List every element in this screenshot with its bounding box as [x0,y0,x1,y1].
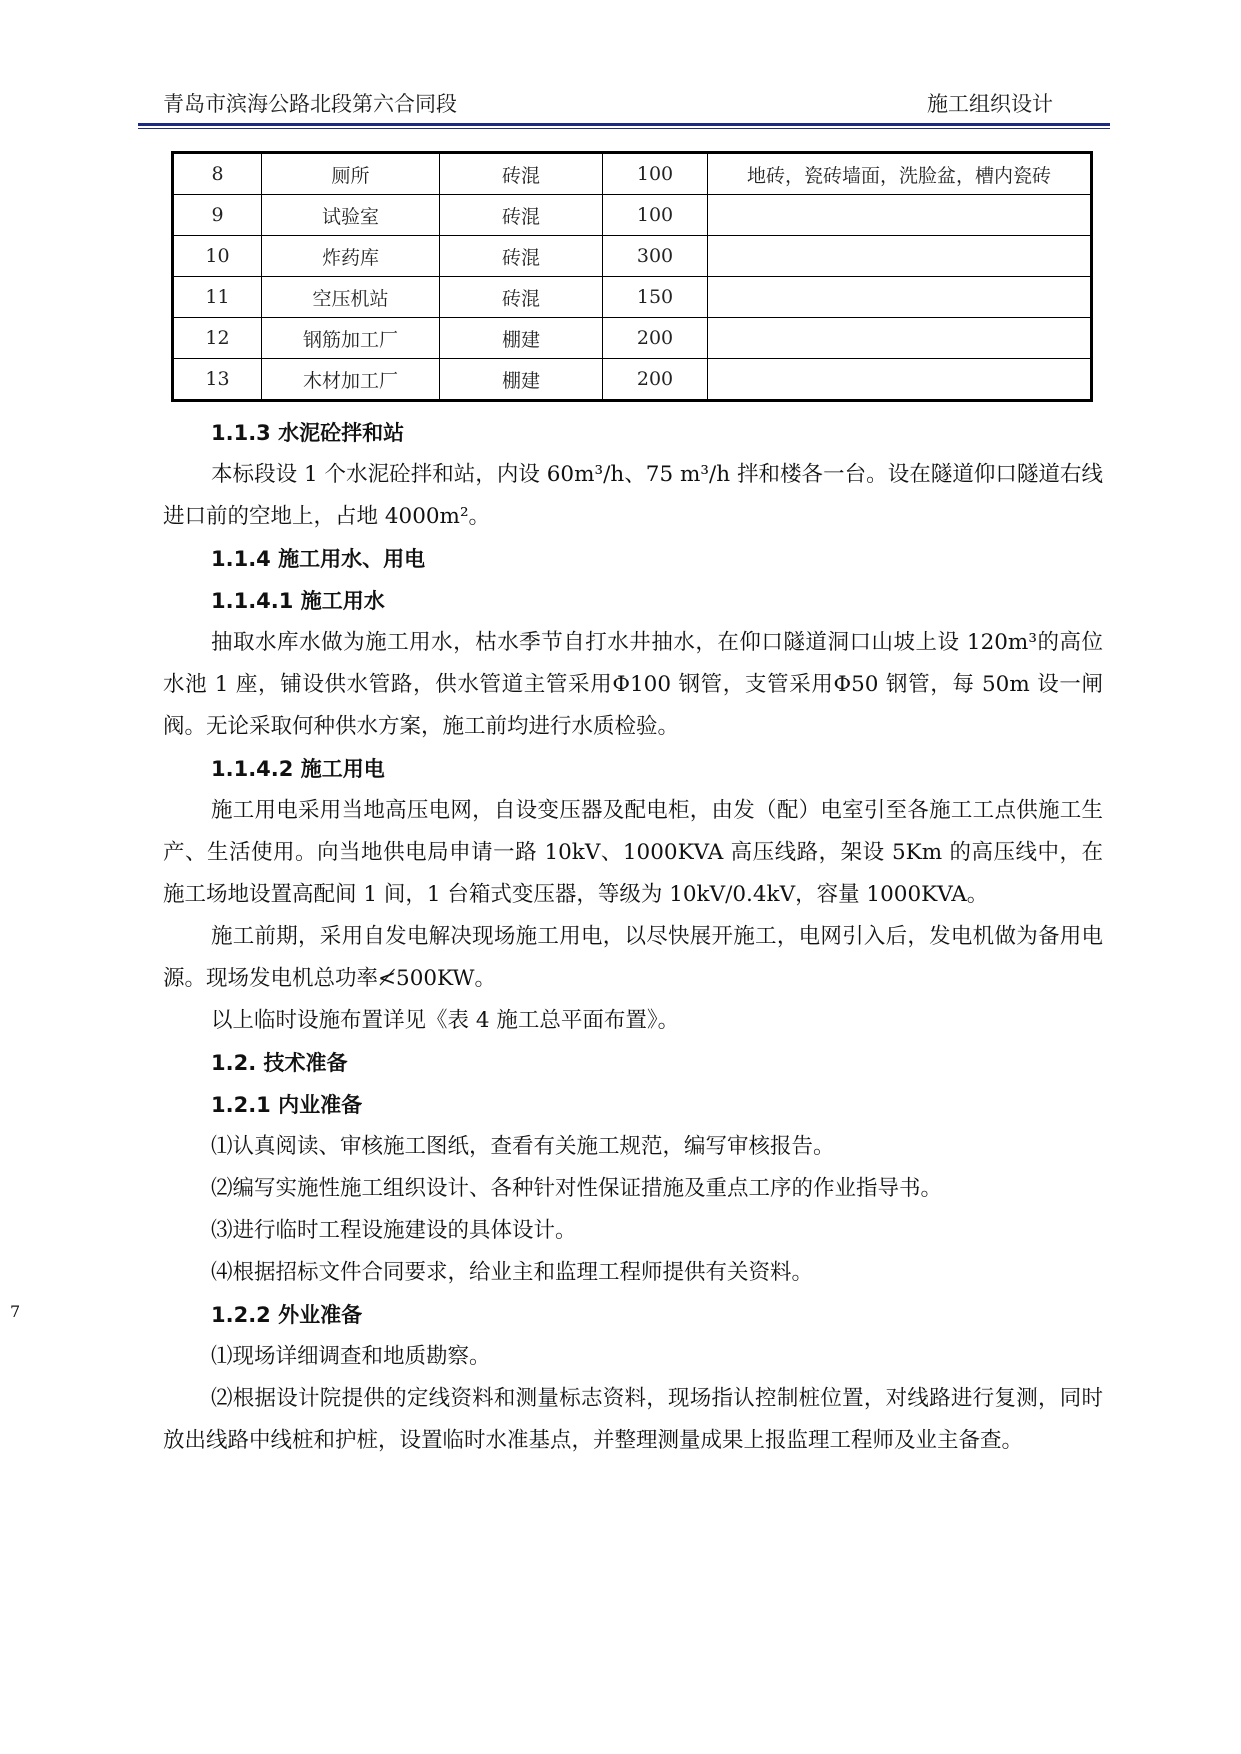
header-rule-thick [138,123,1110,126]
table-cell-no: 10 [173,236,262,277]
heading-1-2: 1.2. 技术准备 [211,1051,348,1075]
table-cell-area: 150 [603,277,708,318]
list-item: ⑶进行临时工程设施建设的具体设计。 [211,1218,577,1243]
table-cell-name: 厕所 [262,153,440,195]
heading-1-1-3: 1.1.3 水泥砼拌和站 [211,421,405,445]
body-content [163,412,1103,1462]
heading-1-1-4-1: 1.1.4.1 施工用水 [211,589,385,613]
table-cell-name: 试验室 [262,195,440,236]
heading-1-1-4-2: 1.1.4.2 施工用电 [211,757,385,781]
paragraph-power-supply: 施工用电采用当地高压电网，自设变压器及配电柜，由发（配）电室引至各施工工点供施工生产、生活使用。向当地供电局申请一路 10kV、1000KVA 高压线路，架设 5Km 的高压线中，在施工场地设置高配间 1 间，1 台箱式变压器，等级为 10kV/0.4kV，容量 1000KVA。 [163,798,1103,907]
paragraph-water-supply: 抽取水库水做为施工用水，枯水季节自打水井抽水，在仰口隧道洞口山坡上设 120m³的高位水池 1 座，铺设供水管路，供水管道主管采用Φ100 钢管，支管采用Φ50 钢管，每 50m 设一闸阀。无论采取何种供水方案，施工前均进行水质检验。 [163,630,1103,739]
table-cell-structure: 棚建 [440,359,603,401]
header-rule-thin [138,128,1110,129]
table-cell-name: 钢筋加工厂 [262,318,440,359]
table-cell-name: 空压机站 [262,277,440,318]
table-cell-remark: 地砖，瓷砖墙面，洗脸盆，槽内瓷砖 [708,153,1092,195]
table-cell-structure: 砖混 [440,153,603,195]
list-item: ⑷根据招标文件合同要求，给业主和监理工程师提供有关资料。 [211,1260,814,1285]
table-row [173,195,1092,236]
paragraph-generator: 施工前期，采用自发电解决现场施工用电，以尽快展开施工，电网引入后，发电机做为备用电源。现场发电机总功率≮500KW。 [163,924,1103,991]
header-document-title: 施工组织设计 [927,92,1053,116]
table-cell-remark [708,318,1092,359]
list-item: ⑵编写实施性施工组织设计、各种针对性保证措施及重点工序的作业指导书。 [211,1176,943,1201]
table-cell-remark [708,359,1092,401]
table-row [173,236,1092,277]
page-number: 7 [10,1302,21,1321]
table-cell-name: 木材加工厂 [262,359,440,401]
table-cell-area: 100 [603,195,708,236]
table-cell-structure: 砖混 [440,277,603,318]
table-cell-no: 8 [173,153,262,195]
list-item: ⑴认真阅读、审核施工图纸，查看有关施工规范，编写审核报告。 [211,1134,835,1159]
table-cell-name: 炸药库 [262,236,440,277]
table-cell-structure: 棚建 [440,318,603,359]
table-cell-area: 200 [603,318,708,359]
facilities-table [171,151,1093,402]
table-row [173,359,1092,401]
table-row [173,277,1092,318]
list-item: ⑴现场详细调查和地质勘察。 [211,1344,491,1369]
table-cell-no: 9 [173,195,262,236]
table-cell-no: 13 [173,359,262,401]
table-cell-structure: 砖混 [440,195,603,236]
table-cell-area: 200 [603,359,708,401]
table-cell-remark [708,195,1092,236]
heading-1-2-1: 1.2.1 内业准备 [211,1093,363,1117]
table-cell-structure: 砖混 [440,236,603,277]
table-cell-remark [708,277,1092,318]
page-header [163,88,1053,118]
paragraph-layout-reference: 以上临时设施布置详见《表 4 施工总平面布置》。 [211,1008,680,1033]
table-row [173,153,1092,195]
paragraph-mixing-station: 本标段设 1 个水泥砼拌和站，内设 60m³/h、75 m³/h 拌和楼各一台。设在隧道仰口隧道右线进口前的空地上，占地 4000m²。 [163,462,1103,529]
table-cell-no: 12 [173,318,262,359]
header-project-title: 青岛市滨海公路北段第六合同段 [163,92,457,116]
table-cell-remark [708,236,1092,277]
heading-1-2-2: 1.2.2 外业准备 [211,1303,363,1327]
table-cell-area: 300 [603,236,708,277]
table-cell-no: 11 [173,277,262,318]
table-cell-area: 100 [603,153,708,195]
heading-1-1-4: 1.1.4 施工用水、用电 [211,547,426,571]
paragraph-survey: ⑵根据设计院提供的定线资料和测量标志资料，现场指认控制桩位置，对线路进行复测，同时放出线路中线桩和护桩，设置临时水准基点，并整理测量成果上报监理工程师及业主备查。 [163,1386,1103,1453]
table-row [173,318,1092,359]
